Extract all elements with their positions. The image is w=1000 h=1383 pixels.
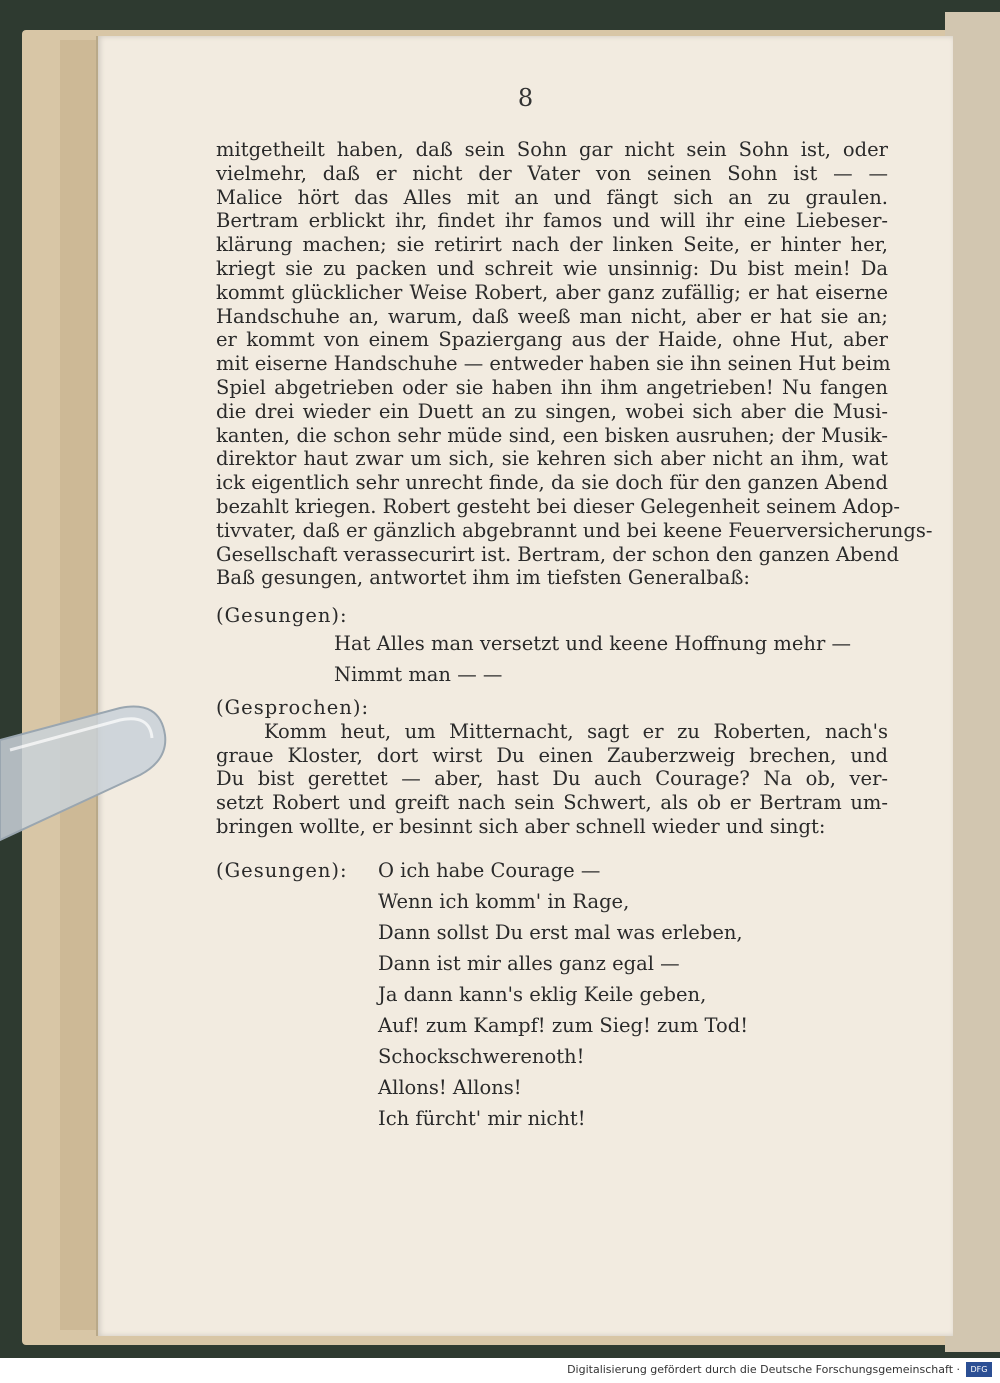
song-line: Allons! Allons! xyxy=(378,1075,522,1099)
text-line: Handschuhe an, warum, daß weeß man nicht, aber er hat sie an; xyxy=(216,304,888,328)
dfg-logo: DFG xyxy=(966,1362,992,1377)
song-line: Dann sollst Du erst mal was erleben, xyxy=(378,920,743,944)
text-line: setzt Robert und greift nach sein Schwert, als ob er Bertram um- xyxy=(216,791,888,815)
text-line: Du bist gerettet — aber, hast Du auch Courage? Na ob, ver- xyxy=(216,767,888,791)
text-line: er kommt von einem Spaziergang aus der Haide, ohne Hut, aber xyxy=(216,328,888,352)
page-text xyxy=(216,138,933,1134)
page-stack-edge xyxy=(60,40,100,1330)
stage-direction-sung: (Gesungen): xyxy=(216,858,348,882)
text-line: bringen wollte, er besinnt sich aber schnell wieder und singt: xyxy=(216,814,826,838)
text-line: Komm heut, um Mitternacht, sagt er zu Roberten, nach's xyxy=(264,719,888,743)
verse-line: Nimmt man — — xyxy=(334,662,503,686)
text-line: mitgetheilt haben, daß sein Sohn gar nicht sein Sohn ist, oder xyxy=(216,138,888,161)
verse-block xyxy=(334,628,888,690)
stage-direction-spoken: (Gesprochen): xyxy=(216,695,370,719)
text-line: tivvater, daß er gänzlich abgebrannt und bei keene Feuerversicherungs- xyxy=(216,518,933,542)
verse-line: Hat Alles man versetzt und keene Hoffnung mehr — xyxy=(334,631,851,655)
text-line: kriegt sie zu packen und schreit wie unsinnig: Du bist mein! Da xyxy=(216,256,888,280)
text-line: vielmehr, daß er nicht der Vater von seinen Sohn ist — — xyxy=(216,161,888,185)
right-page-edge xyxy=(945,12,1000,1352)
text-line: Gesellschaft verassecurirt ist. Bertram, der schon den ganzen Abend xyxy=(216,542,899,566)
text-line: Malice hört das Alles mit an und fängt sich an zu graulen. xyxy=(216,185,888,209)
text-line: kommt glücklicher Weise Robert, aber ganz zufällig; er hat eiserne xyxy=(216,280,888,304)
stage-direction-sung: (Gesungen): xyxy=(216,604,348,628)
funding-credit: Digitalisierung gefördert durch die Deutsche Forschungsgemeinschaft · xyxy=(567,1363,960,1376)
footer-bar xyxy=(0,1358,1000,1383)
text-line: kanten, die schon sehr müde sind, een bisken ausruhen; der Musik- xyxy=(216,423,888,447)
song-line: Dann ist mir alles ganz egal — xyxy=(378,951,680,975)
text-line: bezahlt kriegen. Robert gesteht bei dieser Gelegenheit seinem Adop- xyxy=(216,494,901,518)
text-line: Baß gesungen, antwortet ihm im tiefsten Generalbaß: xyxy=(216,566,750,590)
song-line: Ja dann kann's eklig Keile geben, xyxy=(378,982,707,1006)
text-line: graue Kloster, dort wirst Du einen Zauberzweig brechen, und xyxy=(216,743,888,767)
song-line: Wenn ich komm' in Rage, xyxy=(378,889,630,913)
text-line: direktor haut zwar um sich, sie kehren sich aber nicht an ihm, wat xyxy=(216,447,888,471)
text-line: die drei wieder ein Duett an zu singen, wobei sich aber die Musi- xyxy=(216,399,888,423)
text-line: klärung machen; sie retirirt nach der linken Seite, er hinter her, xyxy=(216,233,888,257)
page-number: 8 xyxy=(517,84,534,112)
song-line: Ich fürcht' mir nicht! xyxy=(378,1106,586,1130)
song-line: Auf! zum Kampf! zum Sieg! zum Tod! xyxy=(378,1013,749,1037)
text-line: ick eigentlich sehr unrecht finde, da sie doch für den ganzen Abend xyxy=(216,471,888,495)
prose-paragraph xyxy=(216,138,933,590)
plastic-page-clip xyxy=(0,700,170,860)
book-page xyxy=(96,36,953,1336)
song-lines xyxy=(378,855,888,1134)
text-line: Spiel abgetrieben oder sie haben ihn ihm angetrieben! Nu fangen xyxy=(216,375,888,399)
song-line: O ich habe Courage — xyxy=(378,858,601,882)
text-line: Bertram erblickt ihr, findet ihr famos und will ihr eine Liebeser- xyxy=(216,209,888,233)
song-block xyxy=(216,855,888,1134)
song-line: Schockschwerenoth! xyxy=(378,1044,585,1068)
text-line: mit eiserne Handschuhe — entweder haben sie ihn seinen Hut beim xyxy=(216,352,891,376)
spoken-paragraph xyxy=(216,720,888,839)
